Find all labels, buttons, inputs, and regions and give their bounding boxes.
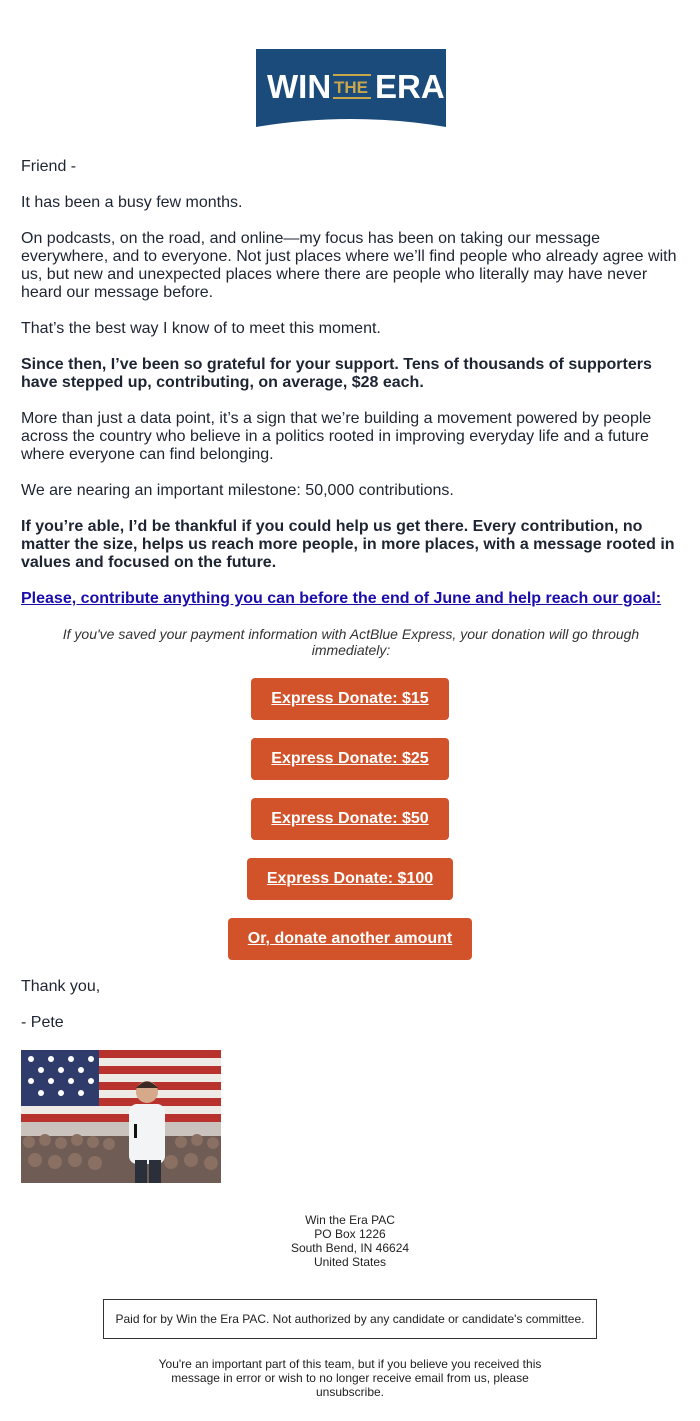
paragraph-milestone: We are nearing an important milestone: 50,000 contributions. [21, 482, 454, 499]
city-state-zip: South Bend, IN 46624 [290, 1241, 410, 1255]
closing: Thank you, [21, 978, 101, 995]
win-the-era-logo [256, 49, 446, 129]
paragraph-best-way: That’s the best way I know of to meet this moment. [21, 320, 381, 337]
express-donate-25-button[interactable]: Express Donate: $25 [251, 738, 449, 780]
pete-rally-photo [21, 1050, 221, 1183]
greeting: Friend - [21, 158, 77, 175]
actblue-express-note: If you've saved your payment information with ActBlue Express, your donation will go through immediately: [62, 626, 640, 658]
po-box: PO Box 1226 [314, 1227, 386, 1241]
country: United States [313, 1255, 387, 1269]
express-donate-100-button[interactable]: Express Donate: $100 [247, 858, 453, 900]
logo-word-the: THE [334, 78, 368, 97]
paragraph-busy: It has been a busy few months. [21, 194, 243, 211]
logo-word-era: ERA [375, 68, 445, 105]
paragraph-grateful: Since then, I’ve been so grateful for your support. Tens of thousands of supporters have stepped up, contributing, on average, $28 each. [21, 356, 652, 391]
unsubscribe-note: You're an important part of this team, but if you believe you received this message in error or wish to no longer receive email from us, please unsubscribe. [158, 1357, 542, 1399]
signature: - Pete [21, 1014, 64, 1031]
contribute-link[interactable]: Please, contribute anything you can before the end of June and help reach our goal: [21, 590, 662, 607]
org-name: Win the Era PAC [305, 1213, 395, 1227]
paragraph-movement: More than just a data point, it’s a sign that we’re building a movement powered by people across the country who believe in a politics rooted in improving everyday life and a future where everyone can find belonging. [21, 410, 652, 463]
donate-other-amount-button[interactable]: Or, donate another amount [228, 918, 472, 960]
logo-word-win: WIN [267, 68, 332, 105]
mailing-address [0, 1213, 700, 1269]
express-donate-50-button[interactable]: Express Donate: $50 [251, 798, 449, 840]
express-donate-15-button[interactable]: Express Donate: $15 [251, 678, 449, 720]
paragraph-help: If you’re able, I’d be thankful if you could help us get there. Every contribution, no matter the size, helps us reach more people, in more places, with a message rooted in values and focused on the future. [21, 518, 675, 571]
paid-for-disclaimer: Paid for by Win the Era PAC. Not authorized by any candidate or candidate's committee. [103, 1299, 597, 1339]
email-body [21, 158, 681, 676]
paragraph-podcasts: On podcasts, on the road, and online—my focus has been on taking our message everywhere, and to everyone. Not just places where we’ll find people who already agree with us, but new and unexpected places where there are people who literally may have never heard our message before. [21, 230, 677, 301]
